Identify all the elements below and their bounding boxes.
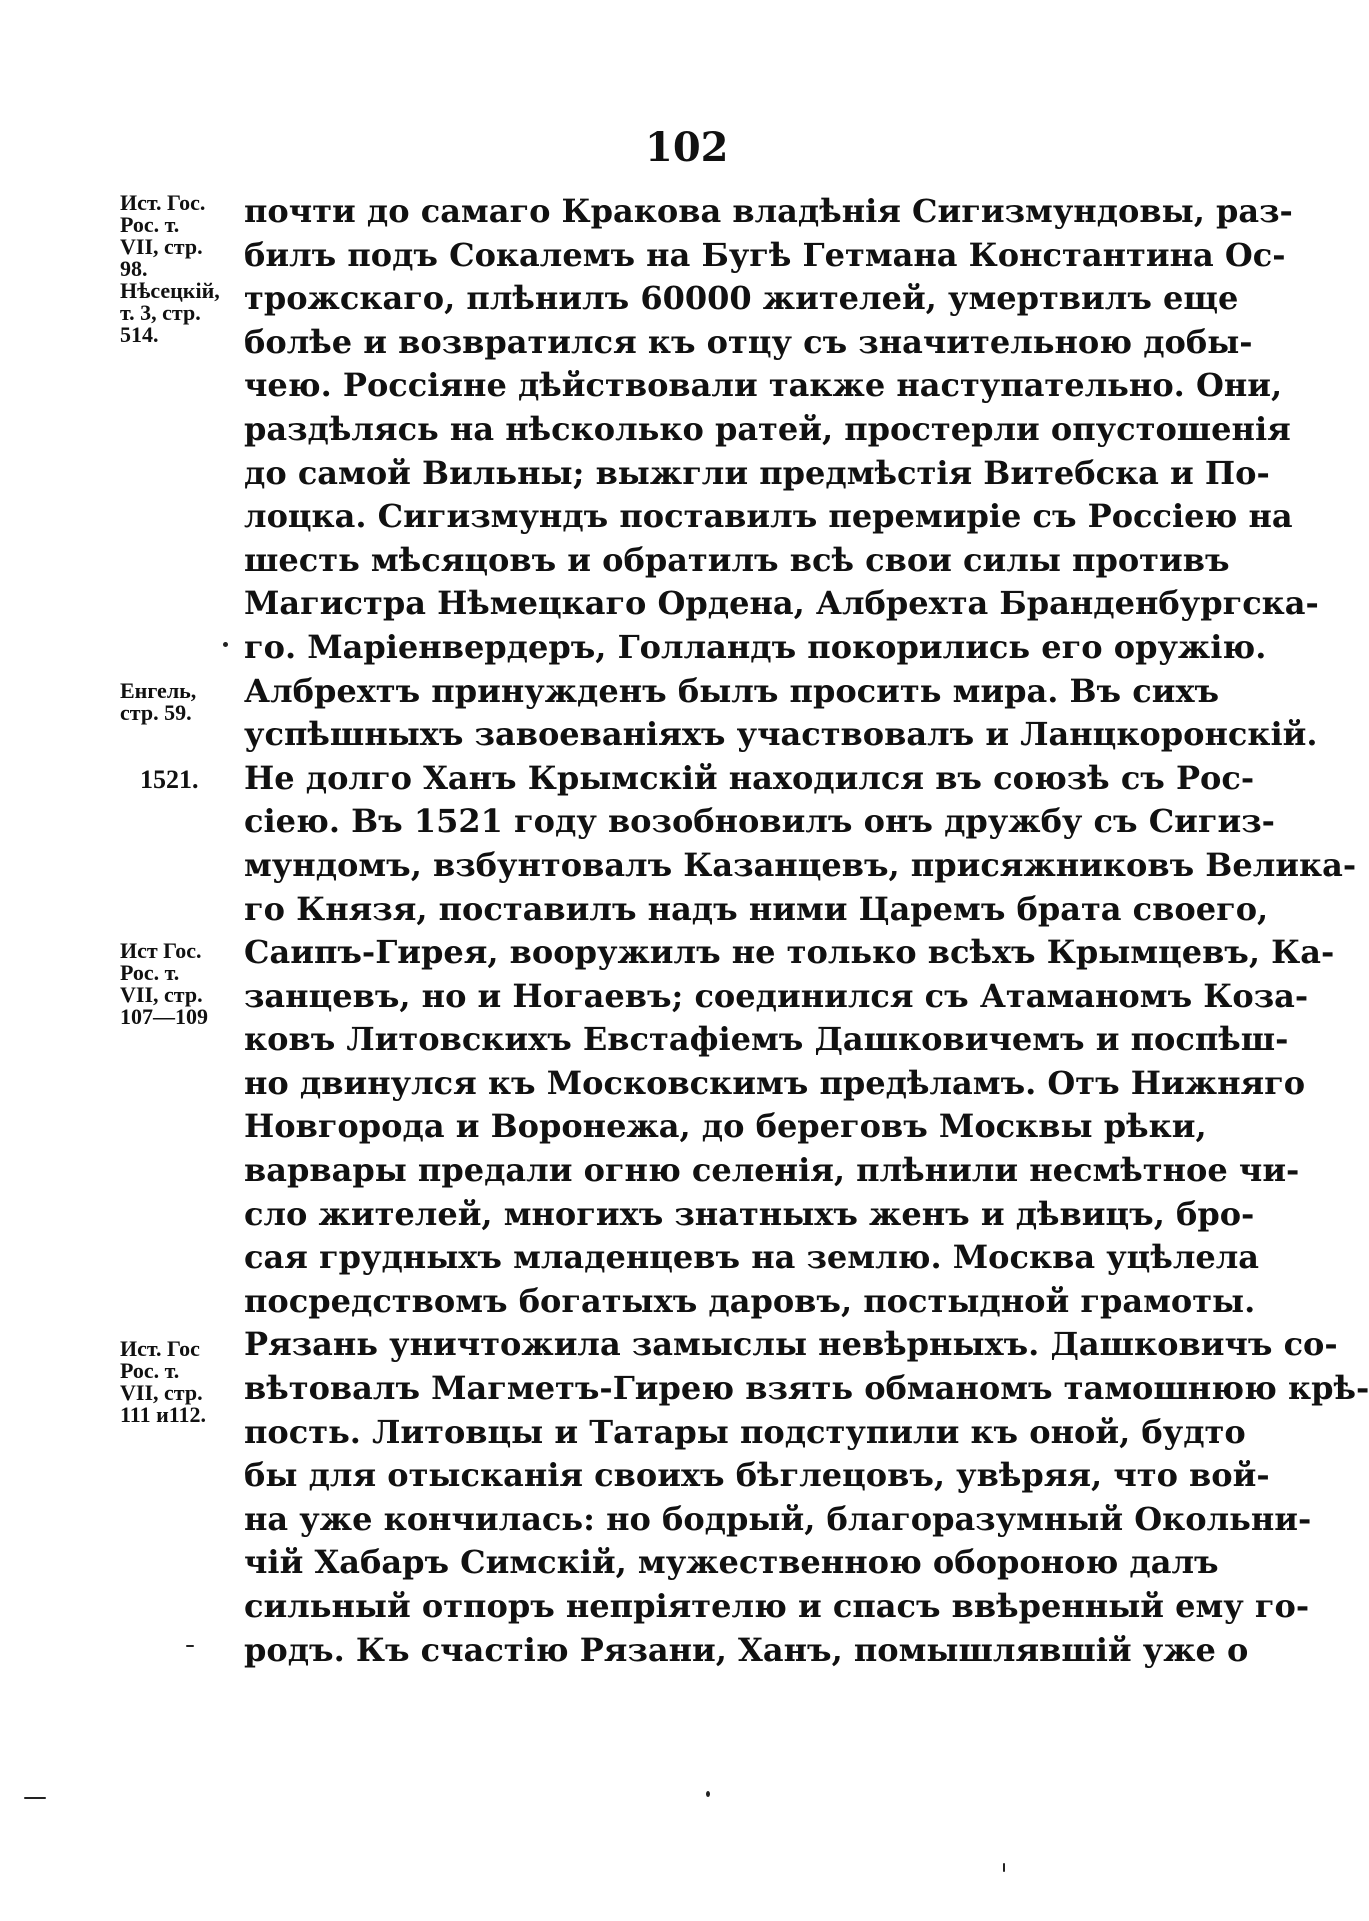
body-line: болѣе и возвратился къ отцу съ значительною добы- xyxy=(244,322,1253,361)
body-line: до самой Вильны; выжгли предмѣстія Витебска и По- xyxy=(244,453,1270,492)
scan-speck xyxy=(706,1791,710,1797)
body-line: сло жителей, многихъ знатныхъ женъ и дѣвицъ, бро- xyxy=(244,1194,1255,1233)
body-line: сильный отпоръ непріятелю и спасъ ввѣренный ему го- xyxy=(244,1587,1310,1625)
margin-note-line: VII, стр. xyxy=(120,234,203,259)
margin-note-line: Рос. т. xyxy=(120,960,180,985)
body-line: мундомъ, взбунтовалъ Казанцевъ, присяжниковъ Велика- xyxy=(244,845,1357,884)
scan-speck xyxy=(1003,1863,1005,1872)
body-line: вѣтовалъ Магметъ-Гирею взять обманомъ тамошнюю крѣ- xyxy=(244,1369,1369,1408)
body-line: Рязань уничтожила замыслы невѣрныхъ. Дашковичъ со- xyxy=(244,1325,1338,1364)
body-line: успѣшныхъ завоеваніяхъ участвовалъ и Ланцкоронскій. xyxy=(244,715,1318,754)
body-line: сая грудныхъ младенцевъ на землю. Москва уцѣлела xyxy=(244,1238,1260,1277)
margin-note-line: Ист. Гос. xyxy=(120,190,206,215)
body-line: шесть мѣсяцовъ и обратилъ всѣ свои силы противъ xyxy=(244,540,1230,579)
margin-note-line: стр. 59. xyxy=(120,700,192,725)
body-line: Не долго Ханъ Крымскій находился въ союзѣ съ Рос- xyxy=(244,758,1255,797)
body-line: ковъ Литовскихъ Евстафіемъ Дашковичемъ и поспѣш- xyxy=(244,1020,1289,1059)
body-line: го. Маріенвердеръ, Голландъ покорились его оружію. xyxy=(244,627,1267,666)
margin-note-year: 1521. xyxy=(140,765,199,794)
body-line: родъ. Къ счастію Рязани, Ханъ, помышлявшій уже о xyxy=(244,1630,1249,1669)
margin-note-line: Рос. т. xyxy=(120,1358,180,1383)
scan-speck xyxy=(186,1645,194,1647)
body-line: посредствомъ богатыхъ даровъ, постыдной грамоты. xyxy=(244,1281,1256,1320)
body-line: занцевъ, но и Ногаевъ; соединился съ Атаманомъ Коза- xyxy=(244,976,1309,1015)
body-line: Новгорода и Воронежа, до береговъ Москвы рѣки, xyxy=(244,1107,1207,1146)
margin-note-source-4 xyxy=(120,1338,242,1426)
body-line: Магистра Нѣмецкаго Ордена, Албрехта Бранденбургска- xyxy=(244,584,1319,623)
body-line: варвары предали огню селенія, плѣнили несмѣтное чи- xyxy=(244,1151,1300,1190)
scan-speck xyxy=(223,642,228,647)
scan-speck xyxy=(24,1797,46,1799)
body-line: сіею. Въ 1521 году возобновилъ онъ дружбу съ Сигиз- xyxy=(244,802,1275,841)
body-line: но двинулся къ Московскимъ предѣламъ. Отъ Нижняго xyxy=(244,1063,1306,1102)
body-line: го Князя, поставилъ надъ ними Царемъ брата своего, xyxy=(244,889,1269,928)
page-number: 102 xyxy=(645,124,729,171)
margin-note-source-1 xyxy=(120,192,242,346)
margin-note-line: Енгель, xyxy=(120,678,197,703)
margin-note-line: Ист Гос. xyxy=(120,938,202,963)
margin-note-line: VII, стр. xyxy=(120,982,203,1007)
body-line: лоцка. Сигизмундъ поставилъ перемиріе съ Россіею на xyxy=(244,497,1293,536)
body-line: Саипъ-Гирея, вооружилъ не только всѣхъ Крымцевъ, Ка- xyxy=(244,933,1335,972)
margin-note-line: Рос. т. xyxy=(120,212,180,237)
margin-note-line: 107—109 xyxy=(120,1004,208,1029)
margin-note-line: Нѣсецкій, xyxy=(120,278,220,303)
body-text xyxy=(244,190,1369,1672)
body-line: чій Хабаръ Симскій, мужественною обороною далъ xyxy=(244,1543,1219,1582)
body-line: бы для отысканія своихъ бѣглецовъ, увѣряя, что вой- xyxy=(244,1456,1270,1495)
body-line: Албрехтъ принужденъ былъ просить мира. Въ сихъ xyxy=(244,671,1220,710)
margin-note-line: VII, стр. xyxy=(120,1380,203,1405)
body-line: раздѣлясь на нѣсколько ратей, простерли опустошенія xyxy=(244,409,1291,448)
body-line: пость. Литовцы и Татары подступили къ оной, будто xyxy=(244,1412,1246,1451)
body-line: почти до самаго Кракова владѣнія Сигизмундовы, раз- xyxy=(244,192,1293,230)
body-line: билъ подъ Сокалемъ на Бугѣ Гетмана Константина Ос- xyxy=(244,235,1286,274)
margin-note-source-3 xyxy=(120,940,242,1028)
margin-note-line: 514. xyxy=(120,322,159,347)
margin-note-line: т. 3, стр. xyxy=(120,300,201,325)
margin-note-line: 98. xyxy=(120,256,148,281)
body-line: на уже кончилась: но бодрый, благоразумный Окольни- xyxy=(244,1499,1312,1538)
margin-note-line: Ист. Гос xyxy=(120,1336,200,1361)
margin-note-source-2 xyxy=(120,680,242,724)
body-line: чею. Россіяне дѣйствовали также наступательно. Они, xyxy=(244,366,1283,405)
body-line: трожскаго, плѣнилъ 60000 жителей, умертвилъ еще xyxy=(244,279,1239,318)
margin-note-line: 111 и112. xyxy=(120,1402,207,1427)
